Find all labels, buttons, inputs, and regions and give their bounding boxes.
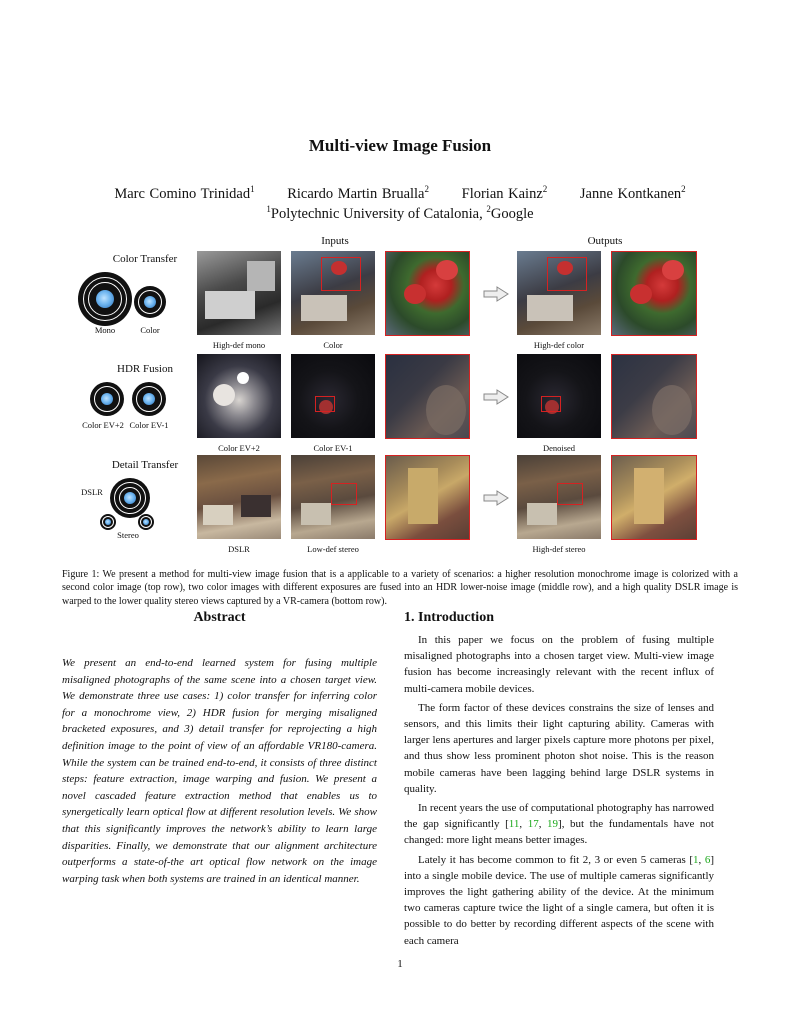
intro-paragraph: In this paper we focus on the problem of fusing multiple misaligned photographs into a chosen target view. Multi-view image fusion has become increasingly relevant with the recent influx of multi-camera mobile devices. xyxy=(404,634,714,695)
low-def-stereo-zoom-inset xyxy=(385,455,470,540)
intro-paragraph: Lately it has become common to fit 2, 3 or even 5 cameras [1, 6] into a single mobile device. The use of multiple cameras significantly improves the light gathering ability of the device. At the minimum two cameras capture twice the light of a single camera, but often it is possible to do better by recording different aspects of the scene with each camera xyxy=(404,853,714,947)
affiliations: $^1$Polytechnic University of Catalonia, $^2$Google xyxy=(266,204,534,222)
page-number: 1 xyxy=(397,958,403,970)
outputs-heading: Outputs xyxy=(587,235,623,247)
author: Florian Kainz$^2$ xyxy=(461,184,548,202)
lens-label: Mono xyxy=(94,325,116,335)
camera-lens-icon xyxy=(110,478,150,518)
color-ev-plus2-image xyxy=(197,354,281,438)
dslr-image xyxy=(197,455,281,539)
image-caption: DSLR xyxy=(228,544,250,554)
camera-lens-icon xyxy=(90,382,124,416)
lens-label: DSLR xyxy=(81,487,103,497)
arrow-right-icon xyxy=(483,490,509,506)
image-caption: Color EV+2 xyxy=(218,443,260,453)
citation-link[interactable]: 11 xyxy=(508,818,520,831)
citation-link[interactable]: 6 xyxy=(704,853,711,866)
denoised-zoom-inset xyxy=(611,354,697,439)
citation-link[interactable]: 19 xyxy=(547,818,559,831)
figure-caption: Figure 1: We present a method for multi-view image fusion that is a applicable to a variety of scenarios: a higher resolution monochrome image is colorized with a second color image (top row), two color images with different exposures are fused into an HDR lower-noise image (middle row), and a high quality DSLR image is warped to the lower quality stereo views captured by a VR-camera (bottom row). xyxy=(62,569,738,607)
intro-heading: 1. Introduction xyxy=(404,610,494,625)
author: Ricardo Martin Brualla$^2$ xyxy=(287,184,429,202)
lens-label: Color EV+2 xyxy=(82,420,124,430)
denoised-output-image xyxy=(517,354,601,438)
row-label-detail-transfer: Detail Transfer xyxy=(111,459,179,471)
image-caption: High-def color xyxy=(533,340,585,350)
paper-title: Multi-view Image Fusion xyxy=(308,136,492,155)
color-zoom-inset xyxy=(385,251,470,336)
color-input-image xyxy=(291,251,375,335)
intro-paragraph: The form factor of these devices constrains the size of lenses and sensors, and this limits their light capturing ability. Cameras with larger lens apertures and larger pixels capture more photons per pixel, and thus show less prominent photon shot noise. This is the reason mobile cameras have been lagging behind large DSLR systems in quality. xyxy=(404,701,714,795)
abstract-heading: Abstract xyxy=(193,610,246,625)
citation-link[interactable]: 17 xyxy=(527,818,539,831)
lens-label: Color xyxy=(140,325,160,335)
color-ev-minus1-image xyxy=(291,354,375,438)
arrow-right-icon xyxy=(483,286,509,302)
image-caption: Low-def stereo xyxy=(307,544,359,554)
camera-lens-icon xyxy=(78,272,132,326)
image-caption: High-def mono xyxy=(212,340,266,350)
abstract-text: We present an end-to-end learned system for fusing multiple misaligned photographs of the same scene into a chosen target view. We demonstrate three use cases: 1) color transfer for inferring color for a monochrome view, 2) HDR fusion for merging misaligned bracketed exposures, and 3) detail transfer for reprojecting a high definition image to the point of view of an affordable VR180-camera. While the system can be trained end-to-end, it consists of three distinct steps: feature extraction, image warping and fusion. We present a novel cascaded feature extraction method that enables us to synergetically learn optical flow at different resolution levels. We show that this significantly improves the network’s ability to learn large disparities. Finally, we demonstrate that our alignment architecture outperforms a state-of-the art optical flow network on the image warping task when both systems are trained in an identical manner. xyxy=(62,657,377,885)
author-list xyxy=(0,186,800,203)
ev-minus1-zoom-inset xyxy=(385,354,470,439)
arrow-right-icon xyxy=(483,389,509,405)
author: Janne Kontkanen$^2$ xyxy=(579,184,686,202)
intro-body xyxy=(404,632,714,952)
lens-label: Stereo xyxy=(117,530,139,540)
inputs-heading: Inputs xyxy=(321,235,349,247)
row-label-color-transfer: Color Transfer xyxy=(112,253,178,265)
camera-lens-icon xyxy=(134,286,166,318)
high-def-color-output-image xyxy=(517,251,601,335)
image-caption: Color EV-1 xyxy=(313,443,353,453)
camera-lens-icon xyxy=(138,514,154,530)
image-caption: Denoised xyxy=(542,443,576,453)
high-def-mono-image xyxy=(197,251,281,335)
image-caption: Color xyxy=(323,340,343,350)
intro-paragraph: In recent years the use of computational photography has narrowed the gap significantly [11, 17, 19], but the fundamentals have not changed: more light means better images. xyxy=(404,802,714,847)
high-def-color-zoom-inset xyxy=(611,251,697,336)
high-def-stereo-zoom-inset xyxy=(611,455,697,540)
high-def-stereo-output-image xyxy=(517,455,601,539)
image-caption: High-def stereo xyxy=(532,544,586,554)
camera-lens-icon xyxy=(132,382,166,416)
row-label-hdr-fusion: HDR Fusion xyxy=(117,363,173,375)
citation-link[interactable]: 1 xyxy=(693,853,699,866)
author: Marc Comino Trinidad$^1$ xyxy=(114,184,255,202)
lens-label: Color EV-1 xyxy=(129,420,169,430)
camera-lens-icon xyxy=(100,514,116,530)
low-def-stereo-image xyxy=(291,455,375,539)
